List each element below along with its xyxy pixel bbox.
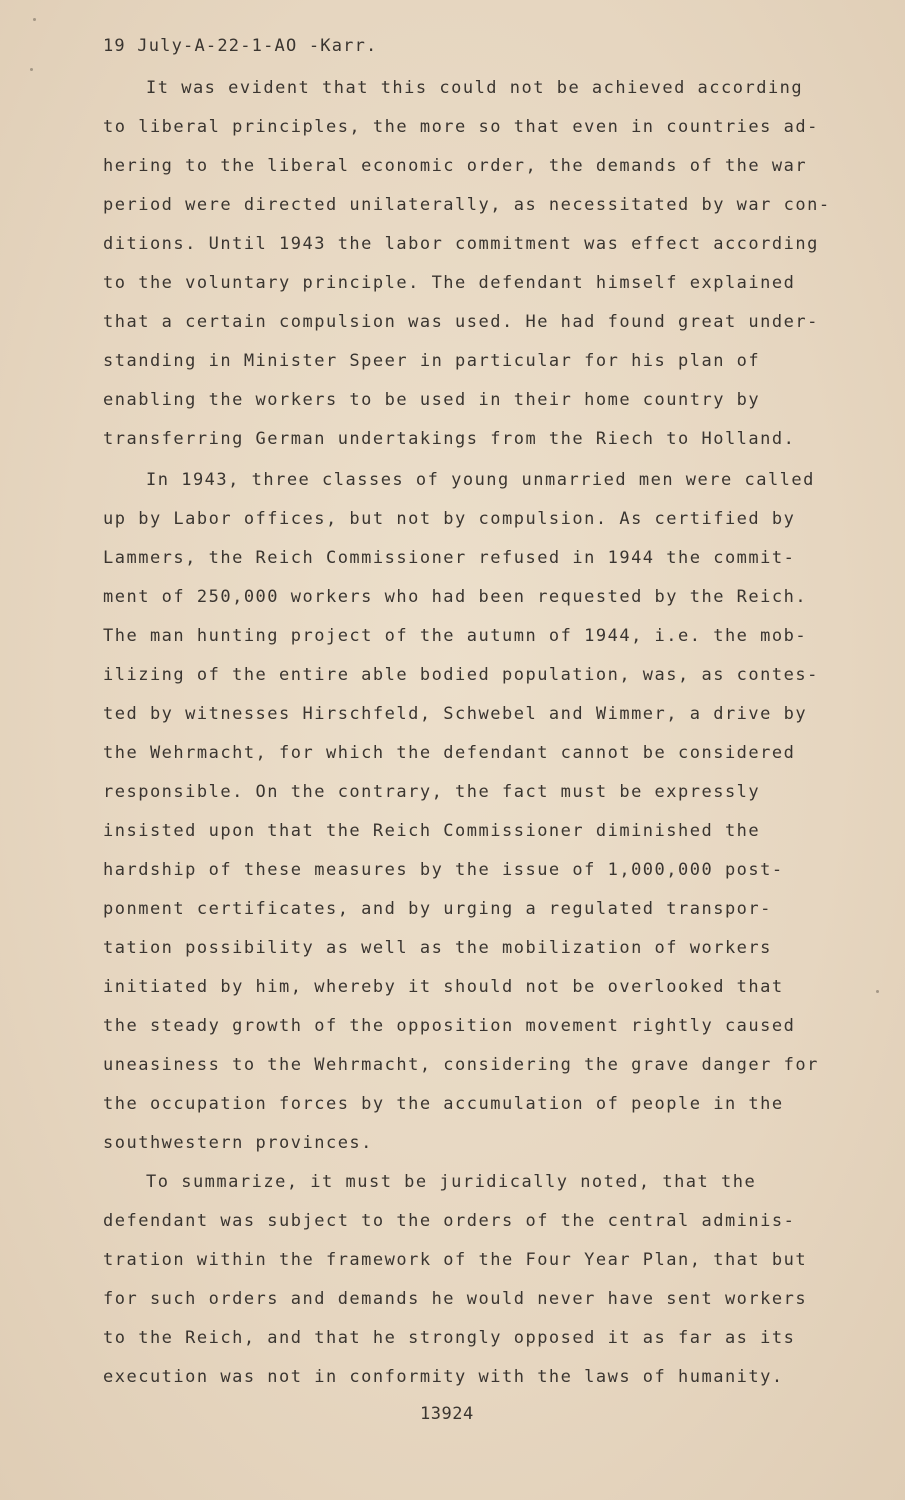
- text-line: ponment certificates, and by urging a regulated transpor-: [103, 899, 772, 919]
- text-line: ilizing of the entire able bodied population, was, as contes-: [103, 665, 819, 685]
- text-line: the Wehrmacht, for which the defendant cannot be considered: [103, 743, 796, 763]
- text-line: the steady growth of the opposition movement rightly caused: [103, 1016, 796, 1036]
- document-header: 19 July-A-22-1-AO -Karr.: [103, 36, 378, 56]
- text-line: ditions. Until 1943 the labor commitment was effect according: [103, 234, 819, 254]
- text-line: insisted upon that the Reich Commissioner diminished the: [103, 821, 761, 841]
- text-line: The man hunting project of the autumn of 1944, i.e. the mob-: [103, 626, 808, 646]
- text-line: hering to the liberal economic order, the demands of the war: [103, 156, 808, 176]
- text-line: To summarize, it must be juridically noted, that the: [146, 1172, 757, 1192]
- text-line: responsible. On the contrary, the fact must be expressly: [103, 782, 761, 802]
- paper-mark: [876, 990, 879, 993]
- text-line: ment of 250,000 workers who had been requested by the Reich.: [103, 587, 808, 607]
- text-line: standing in Minister Speer in particular for his plan of: [103, 351, 761, 371]
- text-line: enabling the workers to be used in their home country by: [103, 390, 761, 410]
- text-line: to the Reich, and that he strongly opposed it as far as its: [103, 1328, 796, 1348]
- text-line: that a certain compulsion was used. He had found great under-: [103, 312, 819, 332]
- paper-mark: [30, 68, 33, 71]
- text-line: hardship of these measures by the issue of 1,000,000 post-: [103, 860, 784, 880]
- text-line: Lammers, the Reich Commissioner refused in 1944 the commit-: [103, 548, 796, 568]
- text-line: It was evident that this could not be achieved according: [146, 78, 804, 98]
- text-line: tation possibility as well as the mobilization of workers: [103, 938, 772, 958]
- text-line: for such orders and demands he would never have sent workers: [103, 1289, 808, 1309]
- page-number: 13924: [420, 1404, 474, 1424]
- text-line: to liberal principles, the more so that even in countries ad-: [103, 117, 819, 137]
- text-line: transferring German undertakings from the Riech to Holland.: [103, 429, 796, 449]
- text-line: period were directed unilaterally, as necessitated by war con-: [103, 195, 831, 215]
- text-line: ted by witnesses Hirschfeld, Schwebel and Wimmer, a drive by: [103, 704, 808, 724]
- text-line: to the voluntary principle. The defendant himself explained: [103, 273, 796, 293]
- text-line: southwestern provinces.: [103, 1133, 373, 1153]
- text-line: uneasiness to the Wehrmacht, considering the grave danger for: [103, 1055, 819, 1075]
- text-line: defendant was subject to the orders of the central adminis-: [103, 1211, 796, 1231]
- paper-mark: [33, 18, 36, 21]
- text-line: In 1943, three classes of young unmarried men were called: [146, 470, 815, 490]
- text-line: up by Labor offices, but not by compulsion. As certified by: [103, 509, 796, 529]
- text-line: execution was not in conformity with the laws of humanity.: [103, 1367, 784, 1387]
- text-line: the occupation forces by the accumulation of people in the: [103, 1094, 784, 1114]
- text-line: tration within the framework of the Four Year Plan, that but: [103, 1250, 808, 1270]
- text-line: initiated by him, whereby it should not be overlooked that: [103, 977, 784, 997]
